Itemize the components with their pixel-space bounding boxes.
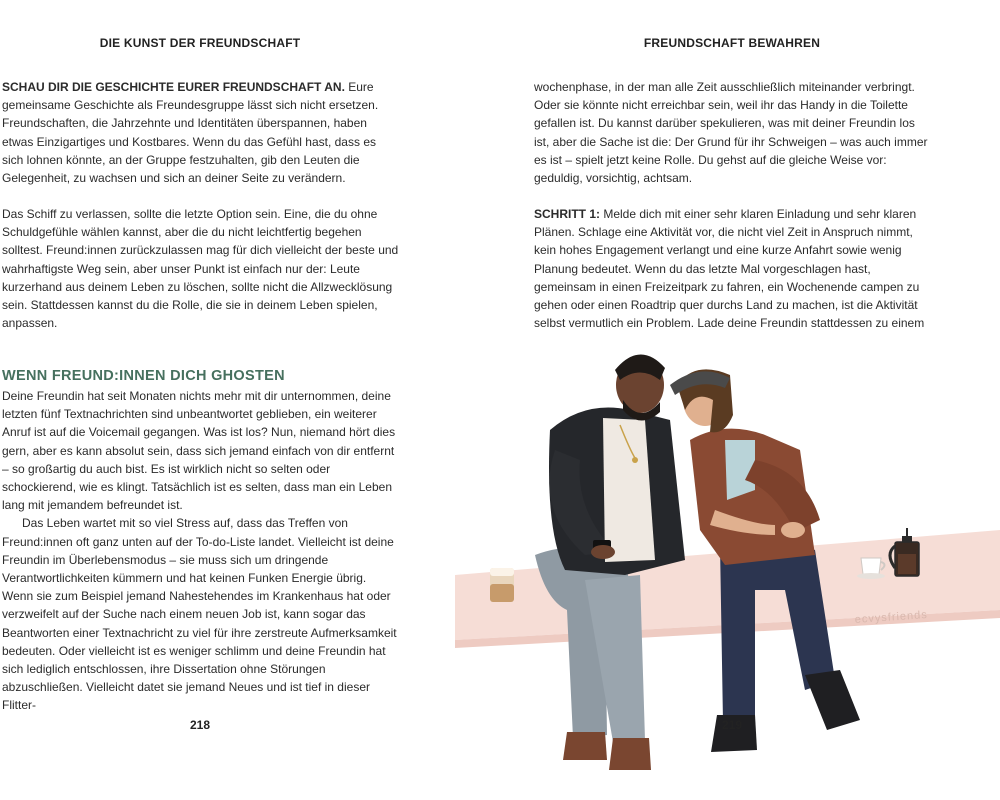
page-number-right: 219 — [721, 718, 743, 732]
latte-glass-icon — [490, 568, 514, 602]
section-heading: WENN FREUND:INNEN DICH GHOSTEN — [2, 368, 285, 384]
paragraph-body: Melde dich mit einer sehr klaren Einladung und sehr klaren Plänen. Schlage eine Aktivität vor, die nicht viel Zeit in Anspruch nimmt, kein hohes Engagement verlangt und eine kurze Anfahrt sowie wenig Planung bedeutet. Wenn du das letzte Mal vorgeschlagen hast, gemeinsam in einen Freizeitpark zu fahren, ein Wochenende campen zu gehen oder einen Roadtrip quer durchs Land zu machen, ist die Aktivität selbst vermutlich ein Problem. Lade deine Freundin stattdessen zu einem — [534, 207, 925, 331]
paragraph-body: wochenphase, in der man alle Zeit ausschließlich miteinander verbringt. Oder sie könnte nicht erreichbar sein, weil ihr das Handy in die Toilette gefallen ist. Du kannst darüber spekulieren, was mit deiner Freundin los ist, aber die Sache ist die: Der Grund für ihr Schweigen – was auch immer es ist – spielt jetzt keine Rolle. Du gehst auf die gleiche Weise vor: geduldig, vorsichtig, achtsam. — [534, 80, 928, 186]
page-number-left: 218 — [189, 718, 211, 732]
illustration-signature: ecvysfriends — [854, 608, 929, 626]
paragraph-leave-ship — [2, 205, 400, 332]
paragraph-lead-label: SCHAU DIR DIE GESCHICHTE EURER FREUNDSCHAFT AN. — [2, 80, 345, 94]
paragraph-body: Deine Freundin hat seit Monaten nichts mehr mit dir unternommen, deine letzten fünf Textnachrichten sind unbeantwortet geblieben, ein weiterer Anruf ist auf die Voicemail gegangen. Was ist los? Nun, niemand hört dies gern, aber es kann absolut sein, dass sich jemand einfach von dir entfernt – so großartig du auch bist. Es ist wirklich nicht so selten oder schockierend, wie es klingt. Tatsächlich ist es selten, dass man ein Leben lang mit jemandem befreundet ist. — [2, 389, 396, 513]
running-head-right: FREUNDSCHAFT BEWAHREN — [643, 36, 821, 50]
paragraph-body: Eure gemeinsame Geschichte als Freundesgruppe lässt sich nicht ersetzen. Freundschaften, die Jahrzehnte und Identitäten überspannen, haben etwas Einzigartiges und Kostbares. Wenn du das Gefühl hast, dass es sich lohnen könnte, an der Gruppe festzuhalten, gib den Leuten die Gelegenheit, zu wachsen und sich an deiner Seite zu verändern. — [2, 80, 379, 186]
paragraph-body: Das Leben wartet mit so viel Stress auf, dass das Treffen von Freund:innen oft ganz unten auf der To-do-Liste landet. Vielleicht ist deine Freundin im Überlebensmodus – sie muss sich um dringende Verantwortlichkeiten kümmern und hat keinen Funken Energie übrig. Wenn sie zum Beispiel jemand Nahestehendes im Krankenhaus hat oder verzweifelt auf der Suche nach einem neuen Job ist, kann sogar das Beantworten einer Textnachricht zu viel für ihre zerstreute Aufmerksamkeit bedeuten. Oder vielleicht ist es weniger schlimm und deine Freundin hat sich lediglich entschlossen, ihre Dissertation ohne Störungen abzuschließen. Vielleicht datet sie jemand Neues und ist tief in dieser Flitter- — [2, 516, 397, 713]
paragraph-continued — [534, 78, 932, 187]
step-label: SCHRITT 1: — [534, 207, 600, 221]
paragraph-step-1 — [534, 205, 932, 332]
paragraph-ghosting — [2, 387, 400, 715]
paragraph-history — [2, 78, 400, 187]
french-press-icon — [890, 528, 919, 576]
person-left — [535, 354, 685, 770]
paragraph-body: Das Schiff zu verlassen, sollte die letzte Option sein. Eine, die du ohne Schuldgefühle wählen kannst, aber die du nicht leichtfertig begehen solltest. Freund:innen zurückzulassen mag für dich vielleicht der beste und wahrhaftigste Weg sein, aber unser Punkt ist einfach nur der: Leute kurzerhand aus deinem Leben zu löschen, sollte nicht die Allzwecklösung sein. Stattdessen kannst du die Rolle, die sie in deinem Leben spielen, anpassen. — [2, 207, 399, 331]
running-head-left: DIE KUNST DER FREUNDSCHAFT — [99, 36, 301, 50]
